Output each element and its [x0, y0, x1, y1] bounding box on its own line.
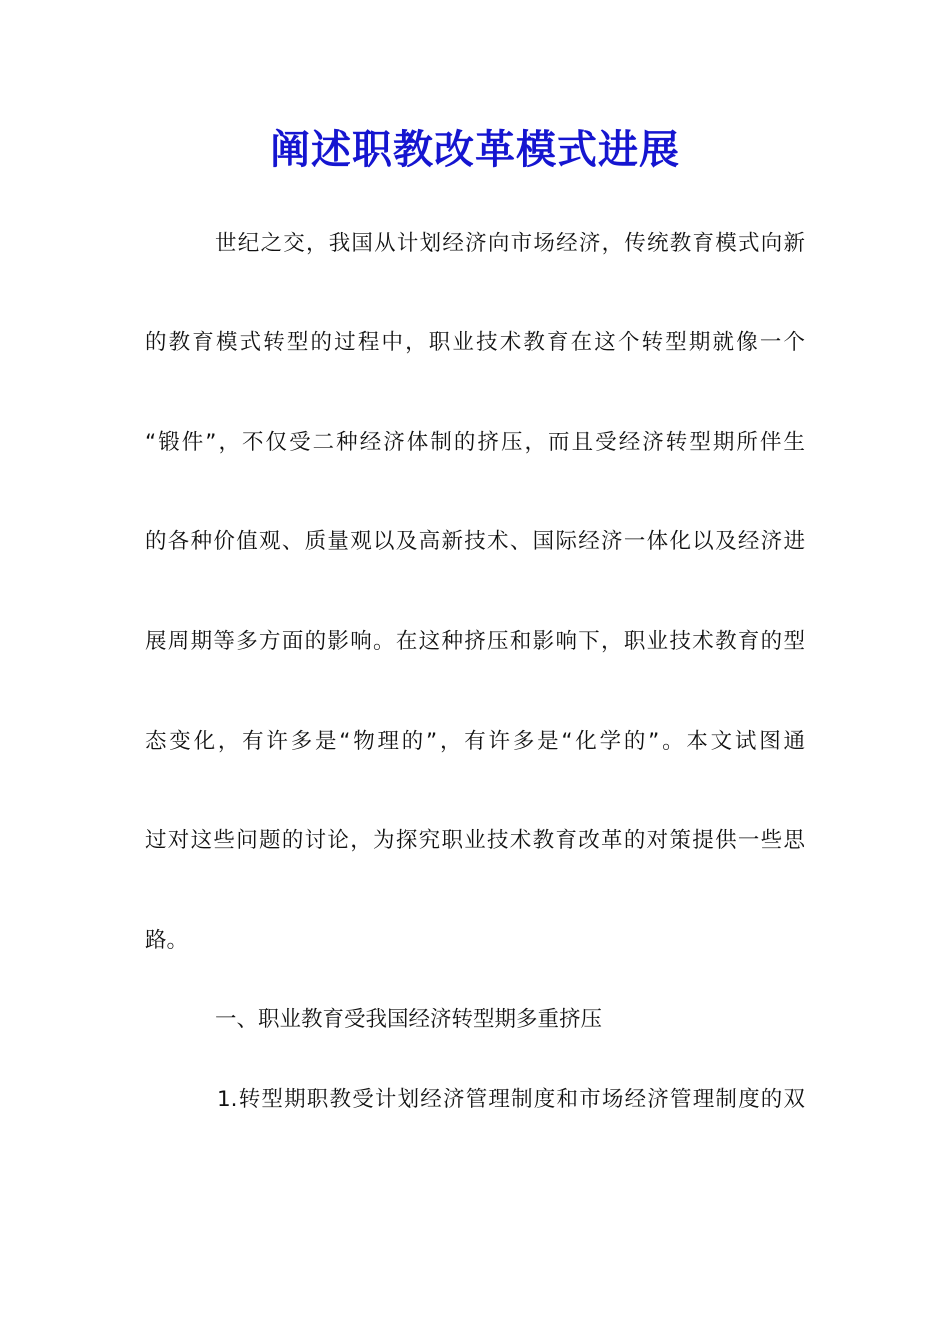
paragraph-line: 世纪之交，我国从计划经济向市场经济，传统教育模式向新: [215, 231, 805, 256]
paragraph-line: 过对这些问题的讨论，为探究职业技术教育改革的对策提供一些思: [145, 828, 805, 853]
paragraph-line: 路。: [145, 928, 189, 953]
paragraph-line: “锻件”，不仅受二种经济体制的挤压，而且受经济转型期所伴生: [145, 430, 805, 455]
subsection-line: 1.转型期职教受计划经济管理制度和市场经济管理制度的双: [217, 1087, 805, 1112]
paragraph-line: 的教育模式转型的过程中，职业技术教育在这个转型期就像一个: [145, 330, 805, 355]
paragraph-line: 态变化，有许多是“物理的”，有许多是“化学的”。本文试图通: [145, 729, 805, 754]
paragraph-line: 展周期等多方面的影响。在这种挤压和影响下，职业技术教育的型: [145, 629, 805, 654]
document-title: 阐述职教改革模式进展: [270, 126, 680, 173]
paragraph-line: 的各种价值观、质量观以及高新技术、国际经济一体化以及经济进: [145, 529, 805, 554]
section-heading: 一、职业教育受我国经济转型期多重挤压: [215, 1007, 603, 1032]
